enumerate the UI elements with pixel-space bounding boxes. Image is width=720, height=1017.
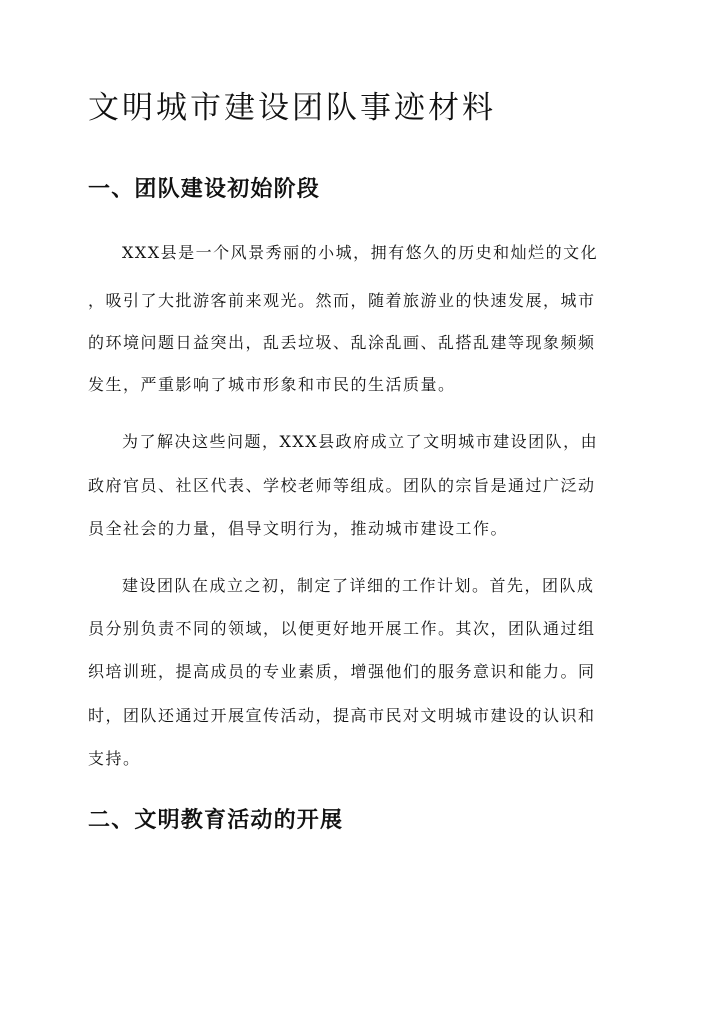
paragraph-1-line-1: XXX县是一个风景秀丽的小城，拥有悠久的历史和灿烂的文化	[122, 243, 599, 262]
paragraph-1-line-2: ，吸引了大批游客前来观光。然而，随着旅游业的快速发展，城市	[88, 291, 596, 310]
paragraph-1-line-4: 发生，严重影响了城市形象和市民的生活质量。	[88, 375, 456, 394]
paragraph-2-line-2: 政府官员、社区代表、学校老师等组成。团队的宗旨是通过广泛动	[88, 476, 596, 495]
document-title: 文明城市建设团队事迹材料	[88, 90, 496, 126]
paragraph-3-line-4: 时，团队还通过开展宣传活动，提高市民对文明城市建设的认识和	[88, 706, 596, 725]
paragraph-1-line-3: 的环境问题日益突出，乱丢垃圾、乱涂乱画、乱搭乱建等现象频频	[88, 333, 596, 352]
paragraph-3-line-3: 织培训班，提高成员的专业素质，增强他们的服务意识和能力。同	[88, 662, 596, 681]
paragraph-3-line-1: 建设团队在成立之初，制定了详细的工作计划。首先，团队成	[122, 576, 595, 595]
paragraph-2-line-3: 员全社会的力量，倡导文明行为，推动城市建设工作。	[88, 519, 509, 538]
section-heading-1: 一、团队建设初始阶段	[88, 176, 321, 202]
paragraph-2-line-1: 为了解决这些问题，XXX县政府成立了文明城市建设团队，由	[122, 432, 599, 451]
section-heading-2: 二、文明教育活动的开展	[88, 807, 344, 833]
paragraph-3-line-2: 员分别负责不同的领域，以便更好地开展工作。其次，团队通过组	[88, 619, 596, 638]
paragraph-3-line-5: 支持。	[88, 749, 141, 768]
